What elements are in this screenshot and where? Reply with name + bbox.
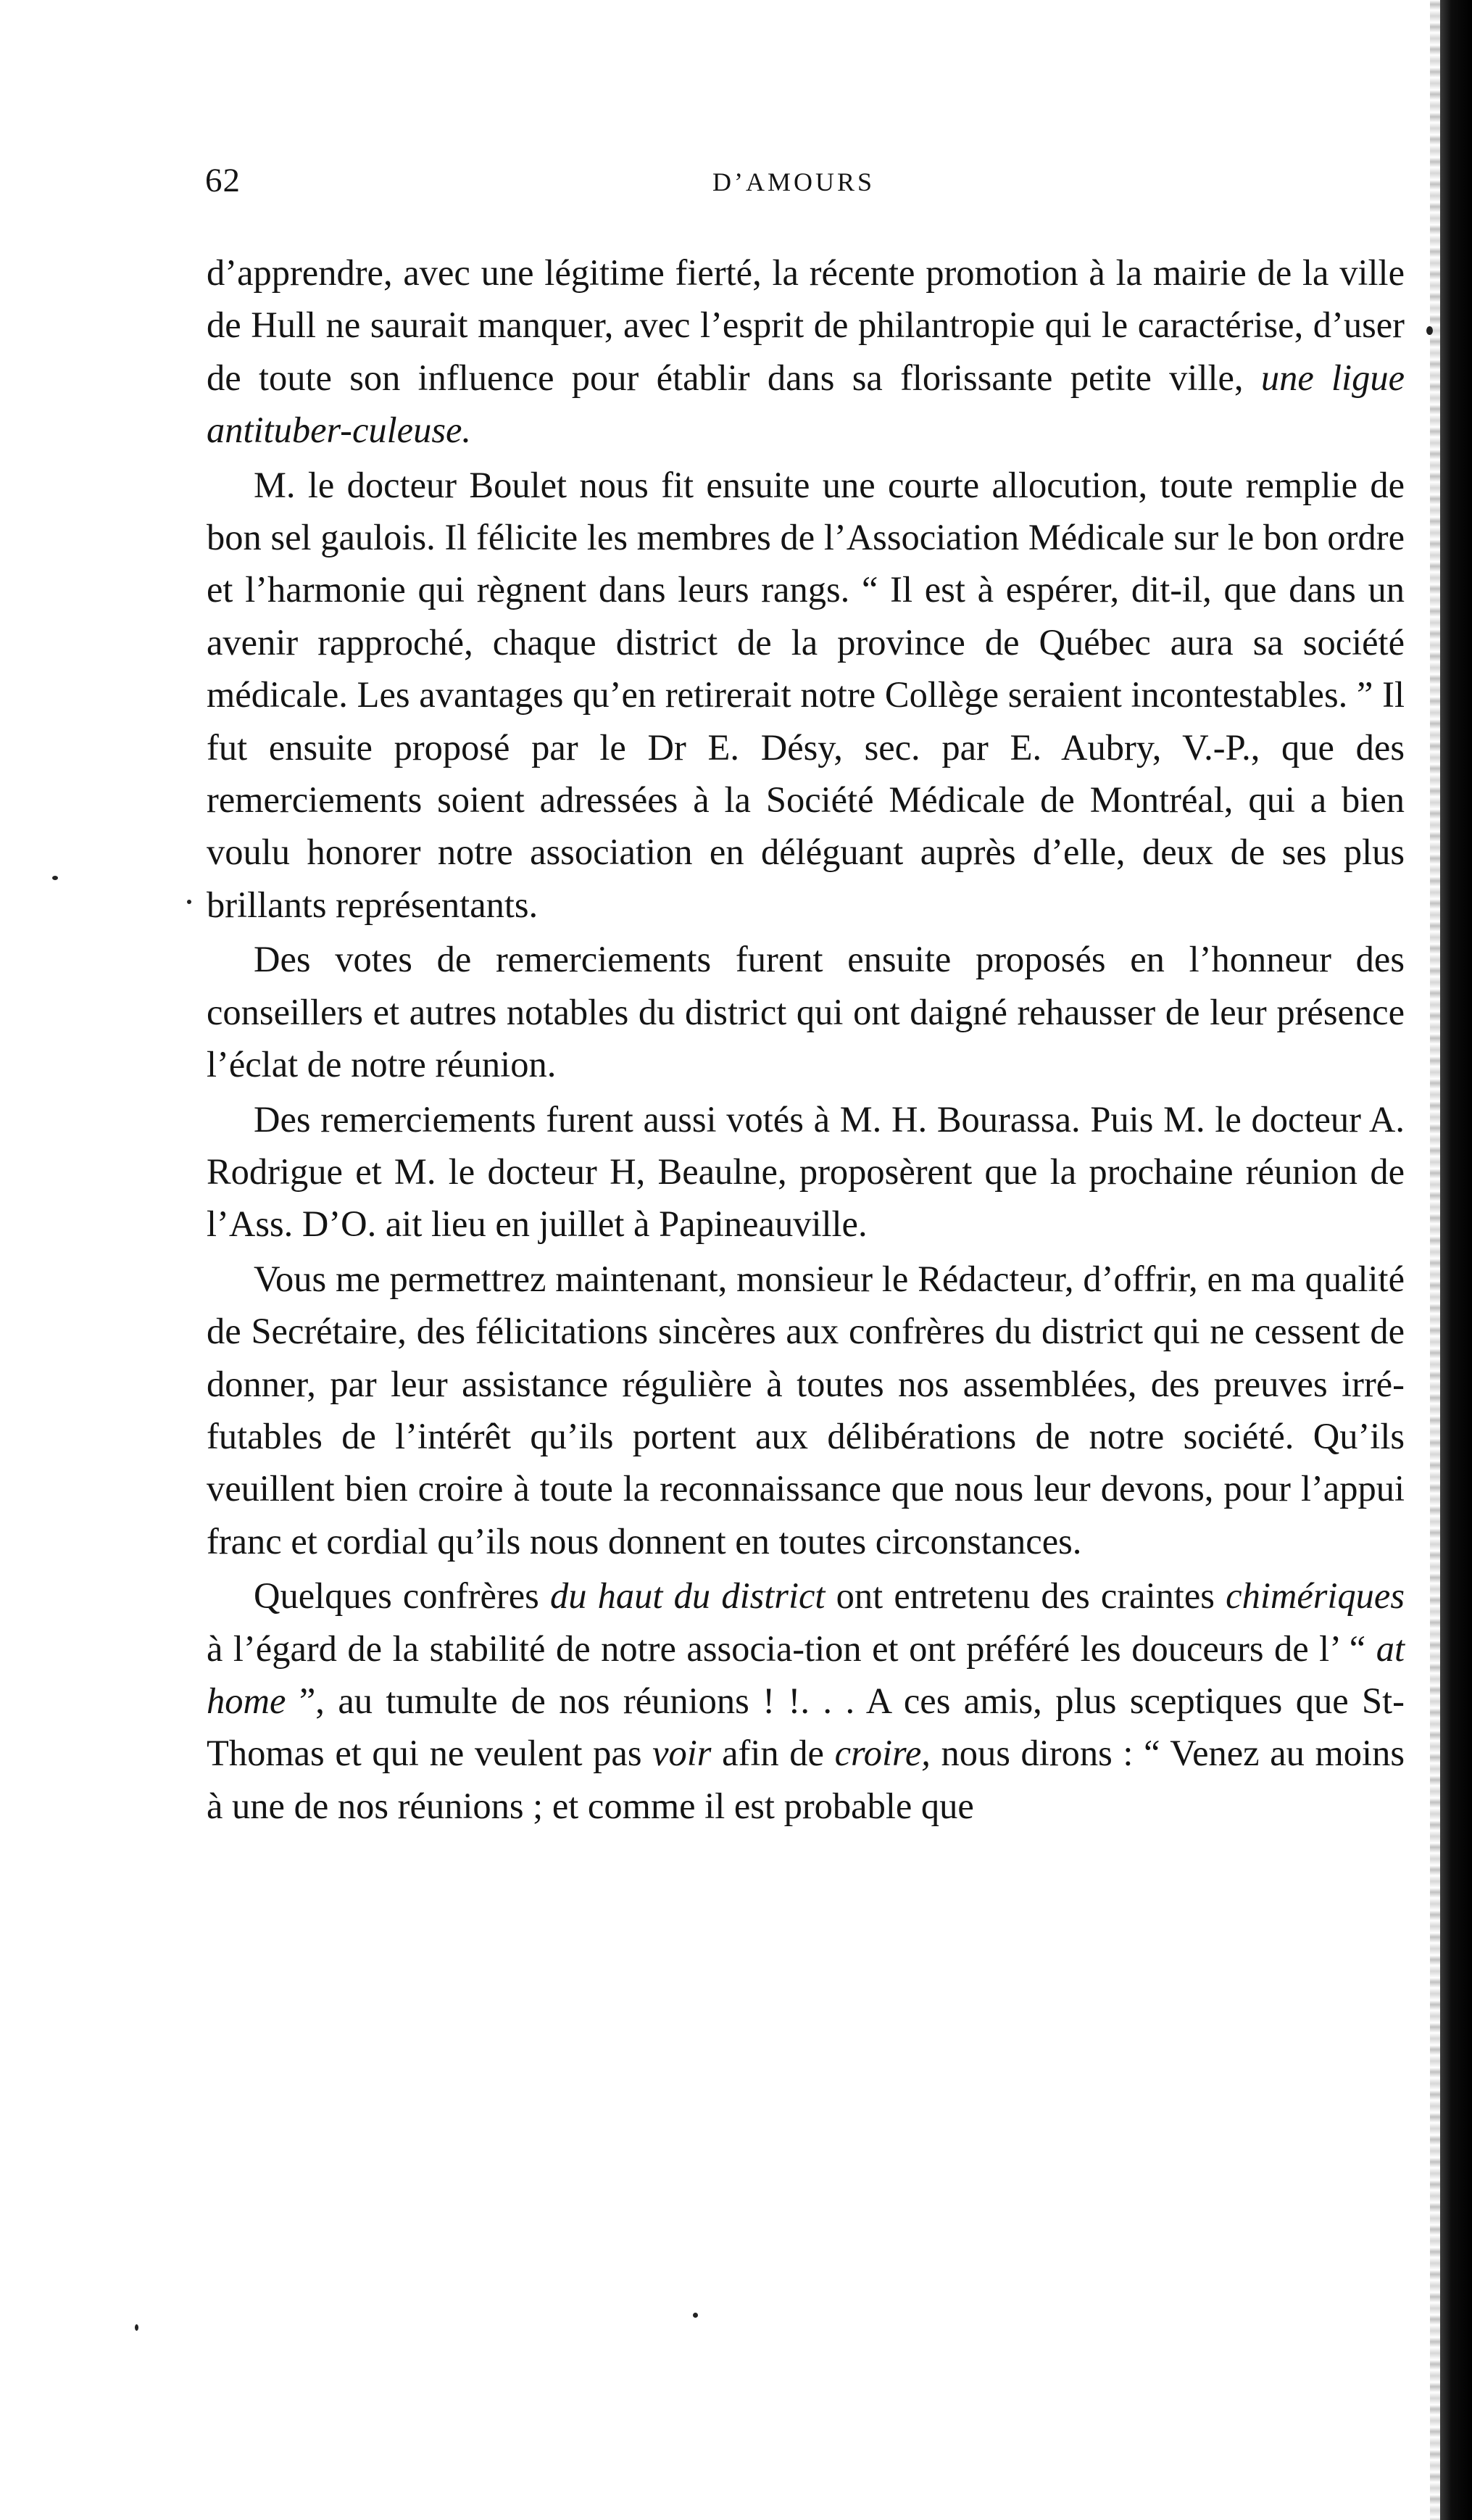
scan-speck xyxy=(693,2313,698,2318)
text-run: afin de xyxy=(711,1733,835,1774)
text-run: d’apprendre, avec une légitime fierté, la récente promotion à la mairie de la ville de Hull ne saurait manquer, avec l’esprit de philantropie qui le caractérise, d’user de toute son influence pour établir dans sa florissante petite ville, xyxy=(207,252,1405,398)
text-run: ”, au tumulte de nos réunions ! !. . . A ces amis, plus sceptiques que St-Thomas et qui ne veulent pas xyxy=(207,1680,1405,1774)
italic-text: du haut du district xyxy=(549,1575,826,1617)
scan-speck xyxy=(135,2324,138,2331)
running-title: D’AMOURS xyxy=(712,167,876,196)
italic-text: chimériques xyxy=(1226,1575,1405,1617)
paragraph xyxy=(207,933,1405,1090)
text-run: Quelques confrères xyxy=(254,1575,550,1617)
paragraph xyxy=(207,459,1405,932)
scan-speck xyxy=(1426,326,1433,335)
italic-text: une ligue antituber-culeuse. xyxy=(207,357,1405,451)
page-number: 62 xyxy=(205,162,241,199)
text-run: Des votes de remerciements furent ensuite proposés en l’honneur des conseillers et autres notables du district qui ont daigné rehausser de leur présence l’éclat de notre réunion. xyxy=(207,939,1405,1085)
italic-text: voir xyxy=(652,1733,712,1774)
text-run: à l’égard de la stabilité de notre associa-tion et ont préféré les douceurs de l’ “ xyxy=(207,1628,1376,1669)
italic-text: at home xyxy=(207,1628,1405,1721)
running-head xyxy=(205,161,1405,212)
text-run: M. le docteur Boulet nous fit ensuite une courte allocution, toute remplie de bon sel gaulois. Il félicite les membres de l’Association Médicale sur le bon ordre et l’harmonie qui règnent dans leurs rangs. “ Il est à espérer, dit-il, que dans un avenir rapproché, chaque district de la province de Québec aura sa société médicale. Les avantages qu’en retirerait notre Collège seraient incontestables. ” Il fut ensuite proposé par le Dr E. Désy, sec. par E. Aubry, V.-P., que des remerciements soient adressées à la Société Médicale de Montréal, qui a bien voulu honorer notre association en déléguant auprès d’elle, deux de ses plus brillants représentants. xyxy=(207,464,1405,925)
text-run: nous dirons : “ Venez au moins à une de nos réunions ; et comme il est probable que xyxy=(207,1733,1405,1826)
body-text xyxy=(207,246,1405,1832)
text-run: ont entretenu des craintes xyxy=(825,1575,1226,1617)
text-run: Vous me permettrez maintenant, monsieur le Rédacteur, d’offrir, en ma qualité de Secrétaire, des félicitations sincères aux confrères du district qui ne cessent de donner, par leur assistance régulière à toutes nos assemblées, des preuves irré-futables de l’intérêt qu’ils portent aux délibérations de notre société. Qu’ils veuillent bien croire à toute la reconnaissance que nous leur devons, pour l’appui franc et cordial qu’ils nous donnent en toutes circonstances. xyxy=(207,1258,1405,1562)
text-run: Des remerciements furent aussi votés à M. H. Bourassa. Puis M. le docteur A. Rodrigue et M. le docteur H, Beaulne, proposèrent que la prochaine réunion de l’Ass. D’O. ait lieu en juillet à Papineauville. xyxy=(207,1098,1405,1245)
paragraph xyxy=(207,1570,1405,1832)
paragraph xyxy=(207,1093,1405,1251)
scan-speck xyxy=(187,900,191,904)
binding-edge-shadow xyxy=(1440,0,1472,2520)
paragraph xyxy=(207,1253,1405,1567)
italic-text: croire, xyxy=(834,1733,931,1774)
paragraph xyxy=(207,246,1405,457)
scan-speck xyxy=(52,876,58,880)
